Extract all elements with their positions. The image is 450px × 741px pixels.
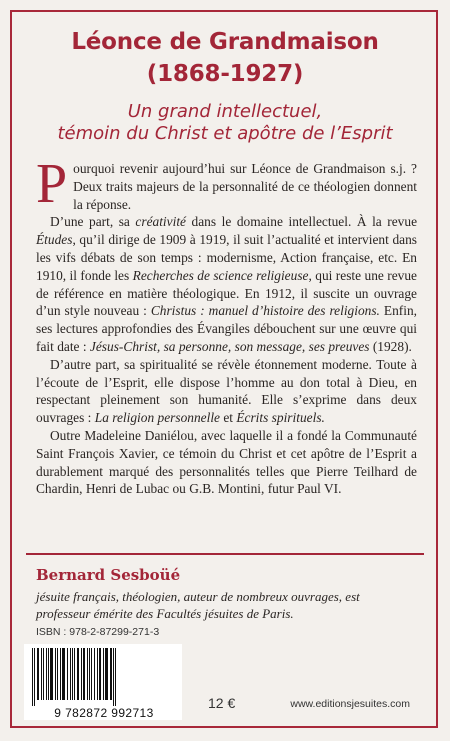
barcode-bar bbox=[72, 648, 73, 700]
blurb-text bbox=[36, 153, 418, 498]
barcode-bar bbox=[105, 648, 108, 700]
barcode-bar bbox=[37, 648, 39, 700]
subtitle-line-1: Un grand intellectuel, bbox=[127, 101, 323, 122]
p2-text-c: , qu’il dirige de 1909 à 1919, il suit l’actualité et intervient dans les vifs débats de son temps : modernisme, Action française, etc. En 1910, il fonde les bbox=[36, 232, 417, 283]
paragraph-2 bbox=[36, 213, 417, 355]
divider-rule bbox=[26, 553, 424, 555]
p2-text-b: dans le domaine intellectuel. À la revue bbox=[185, 214, 418, 230]
barcode-digits: 9 782872 992713 bbox=[54, 706, 154, 720]
barcode bbox=[24, 644, 182, 720]
barcode-bar bbox=[103, 648, 104, 700]
author-bio: jésuite français, théologien, auteur de nombreux ouvrages, est professeur émérite des Facultés jésuites de Paris. bbox=[36, 589, 360, 621]
barcode-bar bbox=[60, 648, 61, 700]
barcode-bar bbox=[83, 648, 85, 700]
p2-em-jesus-christ: Jésus-Christ, sa personne, son message, ses preuves bbox=[89, 338, 370, 354]
barcode-bar bbox=[32, 648, 33, 706]
paragraph-1-text: ourquoi revenir aujourd’hui sur Léonce de Grandmaison s.j. ? Deux traits majeurs de la personnalité de ce théologien donnent la réponse. bbox=[73, 161, 417, 212]
barcode-bar bbox=[115, 648, 116, 706]
barcode-bar bbox=[110, 648, 112, 700]
barcode-bar bbox=[34, 648, 35, 706]
barcode-bar bbox=[87, 648, 88, 700]
barcode-bar bbox=[91, 648, 92, 700]
barcode-bar bbox=[57, 648, 58, 700]
barcode-bar bbox=[77, 648, 79, 700]
book-title bbox=[0, 26, 450, 90]
paragraph-4: Outre Madeleine Daniélou, avec laquelle il a fondé la Communauté Saint François Xavier, ce témoin du Christ et cet apôtre de l’Esprit a durablement marqué des personnalités telles que Pierre Teilhard de Chardin, Henri de Lubac ou G.B. Montini, futur Paul VI. bbox=[36, 427, 417, 497]
barcode-bar bbox=[62, 648, 65, 700]
barcode-bar bbox=[48, 648, 49, 700]
title-name: Léonce de Grandmaison bbox=[71, 29, 379, 55]
barcode-bar bbox=[41, 648, 42, 700]
p2-em-recherches: Recherches de science religieuse bbox=[132, 267, 309, 283]
p3-text-a: D’autre part, sa spiritualité se révèle étonnement moderne. Toute à l’écoute de l’Esprit, elle dispose l’homme au don total à Dieu, en respectant pleinement son humanité. Elle s’exprime dans deux ouvrages : bbox=[36, 356, 417, 426]
p3-em-religion: La religion personnelle bbox=[94, 410, 220, 426]
barcode-bar bbox=[74, 648, 75, 700]
barcode-bars bbox=[30, 648, 176, 706]
price: 12 € bbox=[208, 695, 236, 711]
isbn-label: ISBN : 978-2-87299-271-3 bbox=[36, 626, 160, 638]
paragraph-3 bbox=[36, 356, 417, 427]
barcode-bar bbox=[89, 648, 90, 700]
p2-text-e: Enfin, ses lectures approfondies des Évangiles débouchent sur une œuvre qui fait date : bbox=[36, 303, 417, 354]
p2-em-creativite: créativité bbox=[135, 214, 186, 230]
barcode-bar bbox=[55, 648, 56, 700]
p3-text-b: et bbox=[219, 410, 237, 426]
barcode-bar bbox=[43, 648, 44, 700]
barcode-bar bbox=[97, 648, 98, 700]
drop-cap: P bbox=[36, 153, 68, 215]
p2-text-a: D’une part, sa bbox=[50, 214, 136, 230]
barcode-bar bbox=[99, 648, 101, 700]
barcode-bar bbox=[46, 648, 47, 700]
p2-em-etudes: Études bbox=[36, 232, 73, 248]
barcode-bar bbox=[70, 648, 71, 700]
author-name: Bernard Sesboüé bbox=[36, 566, 181, 584]
book-subtitle bbox=[0, 101, 450, 145]
barcode-bar bbox=[113, 648, 114, 706]
barcode-bar bbox=[50, 648, 53, 700]
p2-text-f: (1928). bbox=[369, 338, 412, 354]
p2-text-d: , qui reste une revue de référence en matière théologique. En 1912, il suscite un ouvrage d’un style nouveau : bbox=[36, 267, 417, 319]
title-dates: (1868-1927) bbox=[146, 61, 304, 87]
barcode-bar bbox=[81, 648, 82, 700]
barcode-bar bbox=[94, 648, 95, 700]
publisher-website: www.editionsjesuites.com bbox=[290, 698, 410, 710]
subtitle-line-2: témoin du Christ et apôtre de l’Esprit bbox=[57, 123, 393, 144]
paragraph-1 bbox=[36, 153, 417, 215]
p3-em-ecrits: Écrits spirituels. bbox=[236, 410, 325, 426]
barcode-bar bbox=[67, 648, 68, 700]
p2-em-christus: Christus : manuel d’histoire des religions. bbox=[150, 303, 380, 319]
